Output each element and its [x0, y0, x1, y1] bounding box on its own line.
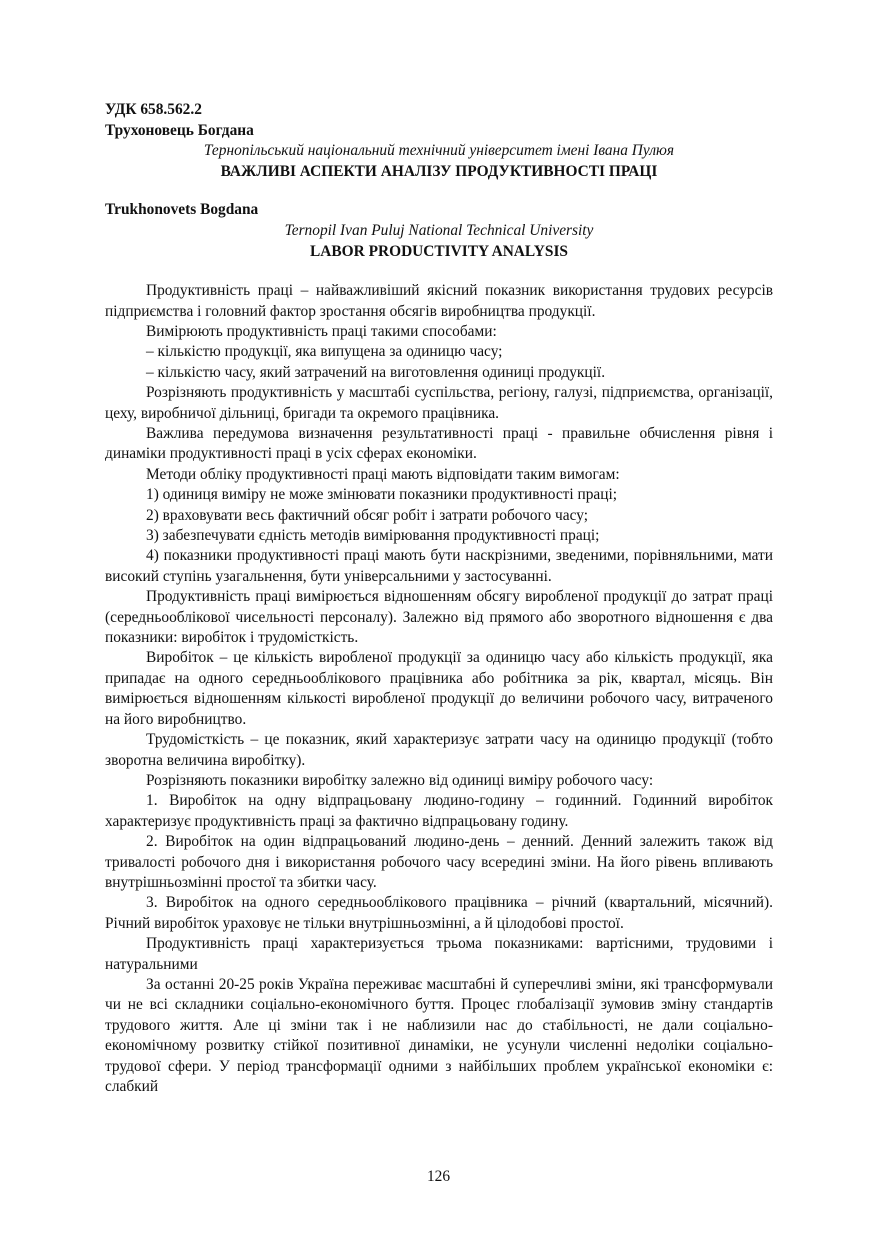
affiliation-ua: Тернопільський національний технічний університет імені Івана Пулюя	[203, 142, 675, 160]
list-item: 1. Виробіток на одну відпрацьовану людино-годину – годинний. Годинний виробіток характеризує продуктивність праці за фактично відпрацьовану годину.	[105, 792, 773, 830]
paragraph: Важлива передумова визначення результативності праці - правильне обчислення рівня і динаміки продуктивності праці в усіх сферах економіки.	[105, 425, 773, 463]
list-item: – кількістю часу, який затрачений на виготовлення одиниці продукції.	[146, 363, 606, 381]
list-item: 1) одиниця виміру не може змінювати показники продуктивності праці;	[146, 486, 618, 504]
paragraph: Розрізняють продуктивність у масштабі суспільства, регіону, галузі, підприємства, організації, цеху, виробничої дільниці, бригади та окремого працівника.	[105, 384, 773, 422]
paragraph: Вимірюють продуктивність праці такими способами:	[146, 322, 497, 340]
affiliation-en: Ternopil Ivan Puluj National Technical University	[284, 221, 594, 239]
spacer	[105, 182, 773, 200]
paragraph: За останні 20-25 років Україна переживає масштабні й суперечливі зміни, які трансформували чи не всі складники соціально-економічного буття. Процес глобалізації зумовив зміну стандартів трудового життя. Але ці зміни так і не наблизили нас до стабільності, не дали соціально-економічному розвитку стійкої позитивної динаміки, не усунули численні недоліки соціально-трудової сфери. У період трансформації одними з найбільших проблем української економіки є: слабкий	[105, 975, 773, 1095]
author-name-ua: Трухоновець Богдана	[105, 121, 254, 139]
paragraph: Продуктивність праці – найважливіший якісний показник використання трудових ресурсів підприємства і головний фактор зростання обсягів виробництва продукції.	[105, 282, 773, 320]
article-title-ua: ВАЖЛИВІ АСПЕКТИ АНАЛІЗУ ПРОДУКТИВНОСТІ ПРАЦІ	[220, 162, 658, 180]
paragraph: Продуктивність праці вимірюється відношенням обсягу виробленої продукції до затрат праці (середньооблікової чисельності персоналу). Залежно від прямого або зворотного відношення є два показники: виробіток і трудомісткість.	[105, 588, 773, 647]
paragraph: Виробіток – це кількість виробленої продукції за одиницю часу або кількість продукції, яка припадає на одного середньооблікового працівника або робітника за рік, квартал, місяць. Він вимірюється відношенням кількості виробленої продукції до величини робочого часу, витраченого на його виробництво.	[105, 649, 773, 728]
list-item: – кількістю продукції, яка випущена за одиницю часу;	[146, 343, 503, 361]
paragraph: Продуктивність праці характеризується трьома показниками: вартісними, трудовими і натуральними	[105, 935, 773, 973]
spacer	[105, 262, 773, 281]
paragraph: Трудомісткість – це показник, який характеризує затрати часу на одиницю продукції (тобто зворотна величина виробітку).	[105, 731, 773, 769]
list-item: 2) враховувати весь фактичний обсяг робіт і затрати робочого часу;	[146, 506, 588, 524]
page-number: 126	[426, 1168, 451, 1185]
paragraph: Методи обліку продуктивності праці мають відповідати таким вимогам:	[146, 465, 620, 483]
page-content	[105, 100, 773, 1097]
udk-code: УДК 658.562.2	[105, 101, 202, 118]
article-title-en: LABOR PRODUCTIVITY ANALYSIS	[310, 242, 568, 260]
list-item: 3. Виробіток на одного середньооблікового працівника – річний (квартальний, місячний). Річний виробіток ураховує не тільки внутрішньозмінні, а й цілодобові простої.	[105, 894, 773, 932]
paragraph: Розрізняють показники виробітку залежно від одиниці виміру робочого часу:	[146, 771, 654, 789]
author-name-en: Trukhonovets Bogdana	[105, 201, 259, 219]
list-item: 3) забезпечувати єдність методів вимірювання продуктивності праці;	[146, 527, 600, 545]
list-item: 2. Виробіток на один відпрацьований людино-день – денний. Денний залежить також від тривалості робочого дня і використання робочого часу всередині зміни. На його рівень впливають внутрішньозмінні простої та збитки часу.	[105, 833, 773, 891]
list-item: 4) показники продуктивності праці мають бути наскрізними, зведеними, порівняльними, мати високий ступінь узагальнення, бути універсальними у застосуванні.	[105, 547, 773, 585]
